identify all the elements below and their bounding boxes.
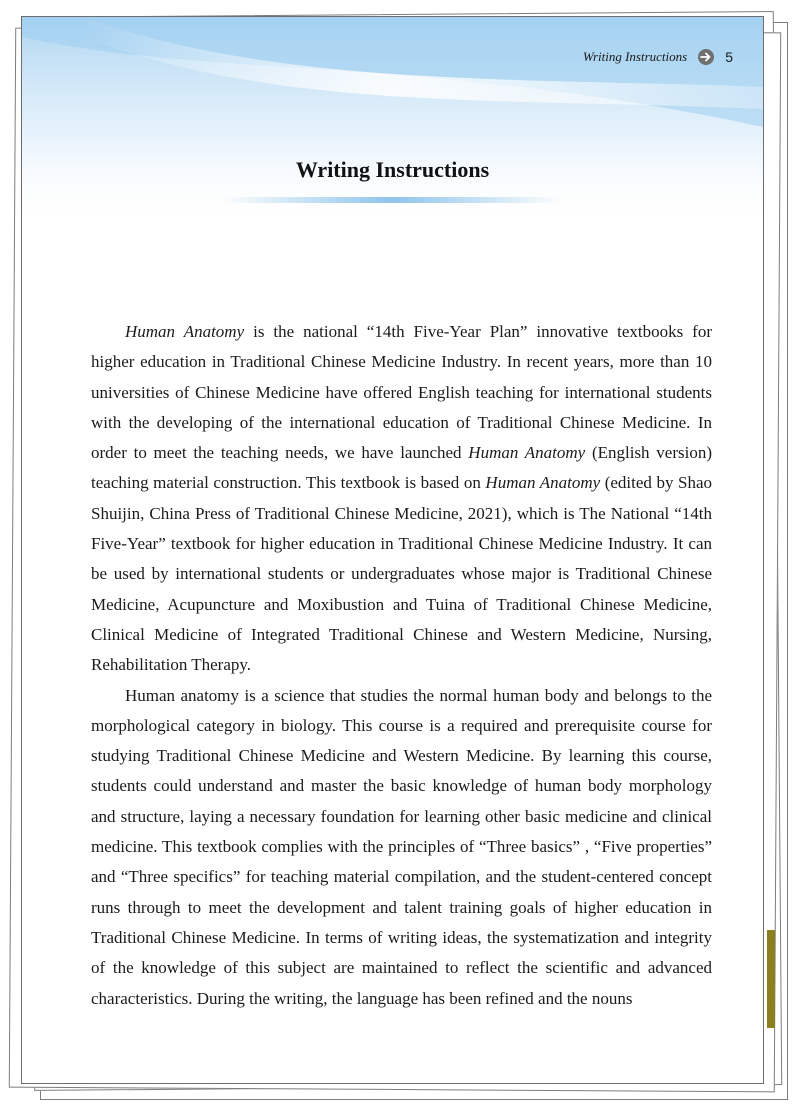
paragraph-1 — [91, 317, 712, 681]
page-title: Writing Instructions — [295, 157, 490, 182]
page-number: 5 — [725, 49, 733, 65]
running-head-title: Writing Instructions — [582, 49, 688, 64]
page — [21, 16, 764, 1084]
book-title: Human Anatomy — [485, 473, 601, 493]
book-title: Human Anatomy — [468, 443, 586, 463]
running-head — [583, 48, 733, 66]
title-underline — [222, 197, 562, 203]
text-span: Human anatomy is a science that studies the normal human body and belongs to the morphological category in biology. This course is a required and prerequisite course for studying Traditional Chinese Medicine and Western Medicine. By learning this course, students could understand and master the basic knowledge of human body morphology and structure, laying a necessary foundation for learning other basic medicine and clinical medicine. This textbook complies with the principles of “Three basics” , “Five properties” and “Three specifics” for teaching material compilation, and the student-centered concept runs through to meet the development and talent training goals of higher education in Traditional Chinese Medicine. In terms of writing ideas, the systematization and integrity of the knowledge of this subject are maintained to reflect the scientific and advanced characteristics. During the writing, the language has been refined and the nouns — [91, 685, 712, 1008]
text-span: (edited by Shao Shuijin, China Press of Traditional Chinese Medicine, 2021), which is The National “14th Five-Year” textbook for higher education in Traditional Chinese Medicine Industry. It can be used by international students or undergraduates whose major is Traditional Chinese Medicine, Acupuncture and Moxibustion and Tuina of Traditional Chinese Medicine, Clinical Medicine of Integrated Traditional Chinese and Western Medicine, Nursing, Rehabilitation Therapy. — [91, 473, 713, 675]
chapter-tab — [767, 930, 775, 1028]
paragraph-2 — [91, 681, 712, 1014]
body-text — [91, 317, 712, 1014]
arrow-right-circle-icon — [697, 48, 715, 66]
text-span: is the national “14th Five-Year Plan” innovative textbooks for higher education in Traditional Chinese Medicine Industry. In recent years, more than 10 universities of Chinese Medicine have offered English teaching for international students with the developing of the international education of Traditional Chinese Medicine. In order to meet the teaching needs, we have launched — [91, 322, 712, 463]
book-title: Human Anatomy — [125, 322, 245, 341]
text-span: (English version) teaching material construction. This textbook is based on — [91, 443, 712, 493]
